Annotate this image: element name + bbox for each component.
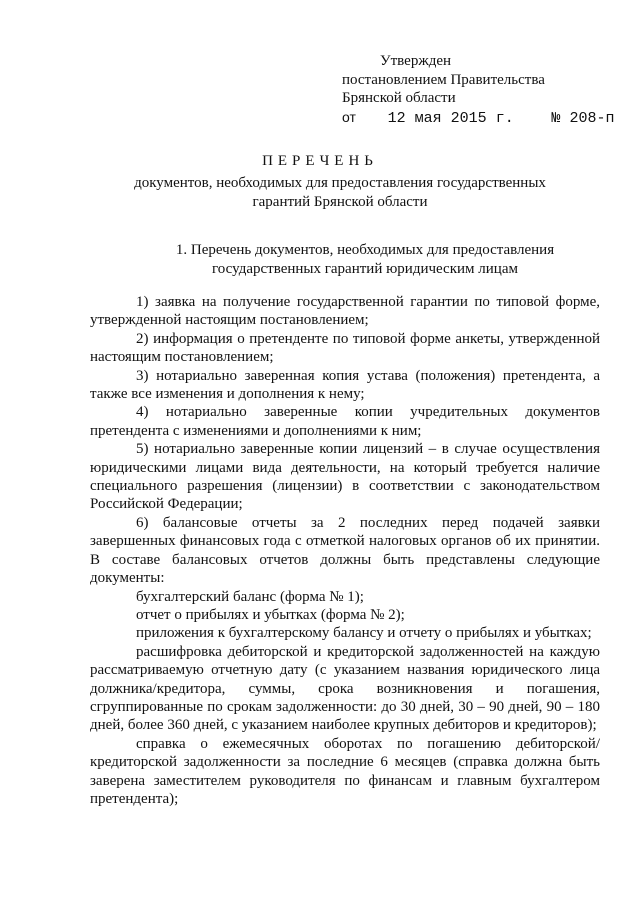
paragraph-receivables-breakdown: расшифровка дебиторской и кредиторской задолженностей на каждую рассматриваемую отчетную дату (с указанием названия юридического лица должника/кредитора, суммы, срока возникновения и погашения, сгруппированные по срокам задолженности: до 30 дней, 30 – 90 дней, 90 – 180 дней, более 360 дней, с указанием наиболее крупных дебиторов и кредиторов); — [90, 643, 600, 734]
approval-stamp — [342, 52, 615, 128]
paragraph-item-2: 2) информация о претенденте по типовой форме анкеты, утвержденной настоящим постановлением; — [90, 330, 600, 366]
date-prefix: от — [342, 108, 356, 125]
document-title: ПЕРЕЧЕНЬ — [262, 153, 378, 169]
approval-number: № 208-п — [551, 109, 615, 127]
paragraph-item-4: 4) нотариально заверенные копии учредительных документов претендента с изменениями и дополнениями к ним; — [90, 404, 600, 439]
section-heading: 1. Перечень документов, необходимых для предоставления государственных гарантий юридическим лицам — [175, 242, 555, 277]
paragraph-item-1: 1) заявка на получение государственной гарантии по типовой форме, утвержденной настоящим постановлением; — [90, 294, 600, 329]
document-body — [90, 293, 600, 808]
approval-line-3: Брянской области — [342, 90, 456, 106]
paragraph-monthly-turnover: справка о ежемесячных оборотах по погашению дебиторской/кредиторской задолженности за последние 6 месяцев (справка должна быть заверена заместителем руководителя по финансам и главным бухгалтером претендента); — [90, 735, 600, 807]
approval-date-line — [342, 108, 615, 129]
paragraph-item-6: 6) балансовые отчеты за 2 последних перед подачей заявки завершенных финансовых года с отметкой налоговых органов об их принятии. В составе балансовых отчетов должны быть представлены следующие документы: — [90, 514, 600, 587]
approval-line-1: Утвержден — [380, 53, 452, 69]
document-subtitle: документов, необходимых для предоставления государственных гарантий Брянской области — [134, 175, 546, 210]
paragraph-balance-sheet: бухгалтерский баланс (форма № 1); — [136, 588, 364, 605]
approval-line-2: постановлением Правительства — [342, 71, 545, 88]
approval-date: 12 мая 2015 г. — [387, 109, 514, 127]
paragraph-item-5: 5) нотариально заверенные копии лицензий – в случае осуществления юридическими лицами вида деятельности, на который требуется наличие специального разрешения (лицензии) в соответствии с законодательством Российской Федерации; — [90, 441, 600, 513]
paragraph-item-3: 3) нотариально заверенная копия устава (положения) претендента, а также все изменения и дополнения к нему; — [90, 367, 600, 403]
paragraph-profit-loss: отчет о прибылях и убытках (форма № 2); — [136, 606, 405, 623]
paragraph-appendices: приложения к бухгалтерскому балансу и отчету о прибылях и убытках; — [136, 625, 592, 642]
